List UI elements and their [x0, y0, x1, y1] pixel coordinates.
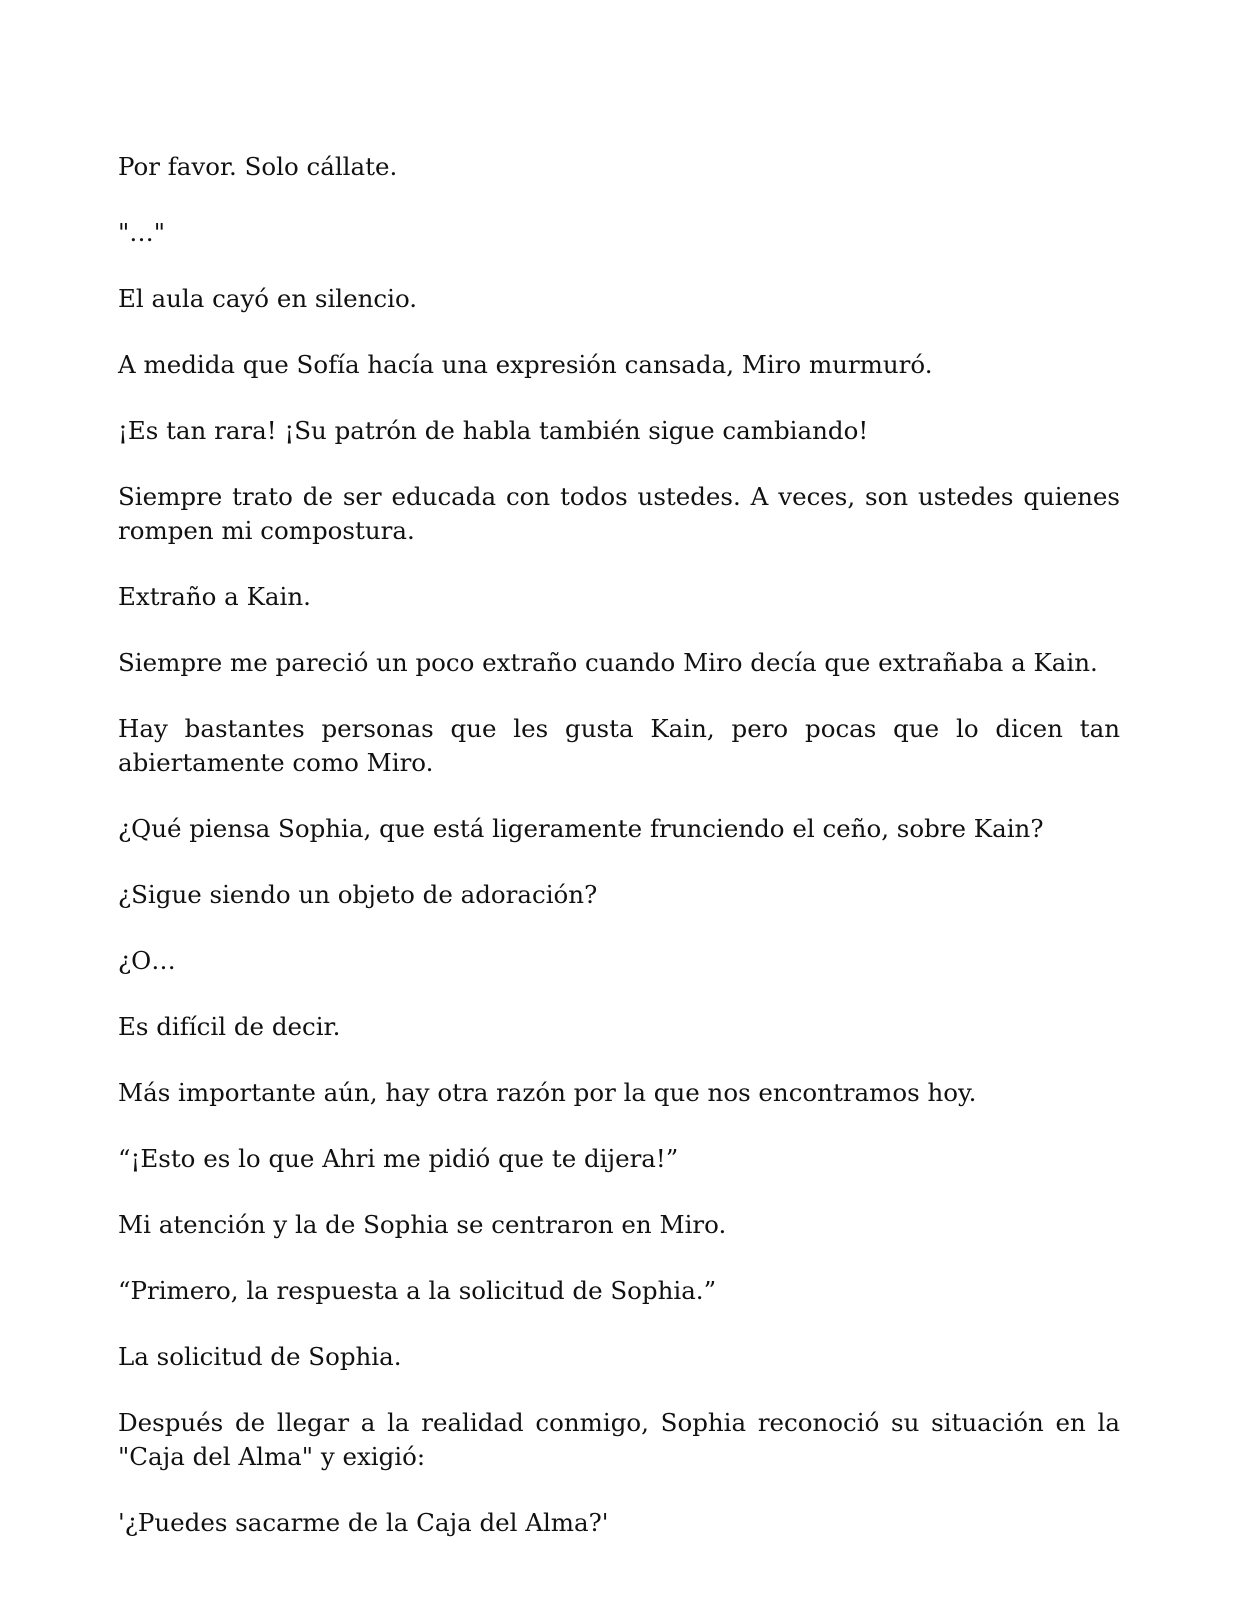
paragraph: ¿O… — [118, 946, 176, 975]
paragraph: ¿Qué piensa Sophia, que está ligeramente frunciendo el ceño, sobre Kain? — [118, 814, 1044, 843]
document-body — [118, 150, 1120, 1540]
paragraph: La solicitud de Sophia. — [118, 1342, 402, 1371]
paragraph: '¿Puedes sacarme de la Caja del Alma?' — [118, 1508, 609, 1537]
paragraph: Después de llegar a la realidad conmigo, Sophia reconoció su situación en la "Caja del Alma" y exigió: — [118, 1408, 1120, 1471]
paragraph: Es difícil de decir. — [118, 1012, 341, 1041]
paragraph: ¿Sigue siendo un objeto de adoración? — [118, 880, 598, 909]
paragraph: ¡Es tan rara! ¡Su patrón de habla también sigue cambiando! — [118, 416, 869, 445]
paragraph: Mi atención y la de Sophia se centraron en Miro. — [118, 1210, 727, 1239]
paragraph: A medida que Sofía hacía una expresión cansada, Miro murmuró. — [118, 350, 933, 379]
paragraph: Siempre trato de ser educada con todos ustedes. A veces, son ustedes quienes rompen mi compostura. — [118, 482, 1120, 545]
paragraph: “¡Esto es lo que Ahri me pidió que te dijera!” — [118, 1144, 679, 1173]
paragraph: Extraño a Kain. — [118, 582, 311, 611]
paragraph: Por favor. Solo cállate. — [118, 152, 398, 181]
paragraph: “Primero, la respuesta a la solicitud de Sophia.” — [118, 1276, 717, 1305]
paragraph: Siempre me pareció un poco extraño cuando Miro decía que extrañaba a Kain. — [118, 648, 1098, 677]
paragraph: Más importante aún, hay otra razón por la que nos encontramos hoy. — [118, 1078, 977, 1107]
paragraph: Hay bastantes personas que les gusta Kain, pero pocas que lo dicen tan abiertamente como Miro. — [118, 714, 1120, 777]
paragraph: "…" — [118, 218, 166, 247]
paragraph: El aula cayó en silencio. — [118, 284, 418, 313]
